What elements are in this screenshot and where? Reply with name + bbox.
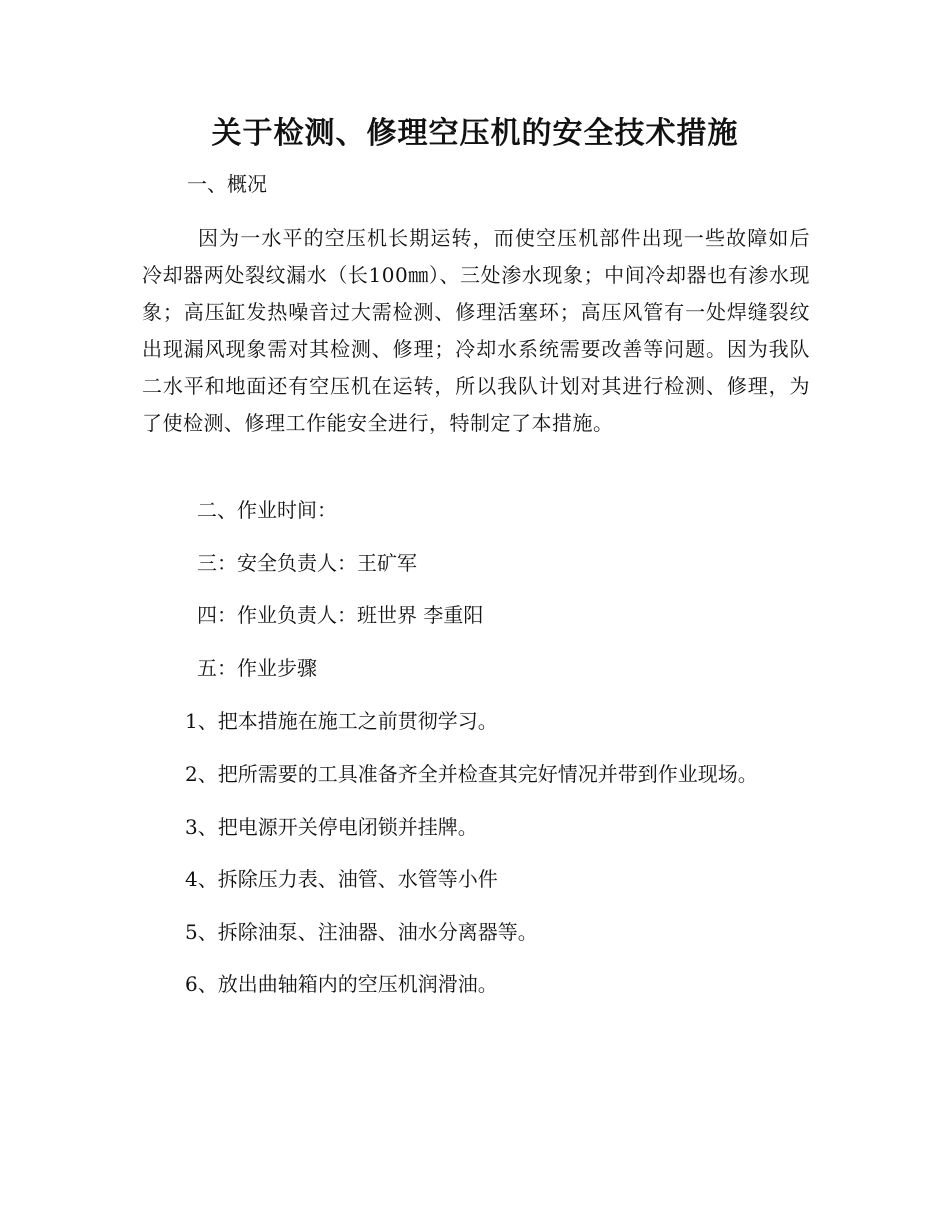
document-title: 关于检测、修理空压机的安全技术措施	[211, 116, 739, 151]
step-item: 1、把本措施在施工之前贯彻学习。	[185, 709, 498, 733]
work-time-line: 二、作业时间：	[197, 498, 337, 522]
safety-lead-line: 三：安全负责人：王矿军	[197, 551, 417, 575]
step-item: 3、把电源开关停电闭锁并挂牌。	[185, 815, 478, 839]
work-lead-line: 四：作业负责人：班世界 李重阳	[197, 603, 484, 627]
step-item: 5、拆除油泵、注油器、油水分离器等。	[185, 920, 538, 944]
step-item: 6、放出曲轴箱内的空压机润滑油。	[185, 972, 498, 996]
overview-paragraph: 因为一水平的空压机长期运转，而使空压机部件出现一些故障如后冷却器两处裂纹漏水（长100㎜）、三处渗水现象；中间冷却器也有渗水现象；高压缸发热噪音过大需检测、修理活塞环；高压风管有一处焊缝裂纹出现漏风现象需对其检测、修理；冷却水系统需要改善等问题。因为我队二水平和地面还有空压机在运转，所以我队计划对其进行检测、修理，为了使检测、修理工作能安全进行，特制定了本措施。	[142, 226, 810, 435]
steps-heading: 五：作业步骤	[197, 656, 317, 680]
step-item: 4、拆除压力表、油管、水管等小件	[185, 867, 498, 891]
section-overview-heading: 一、概况	[187, 172, 267, 196]
step-item: 2、把所需要的工具准备齐全并检查其完好情况并带到作业现场。	[185, 762, 758, 786]
